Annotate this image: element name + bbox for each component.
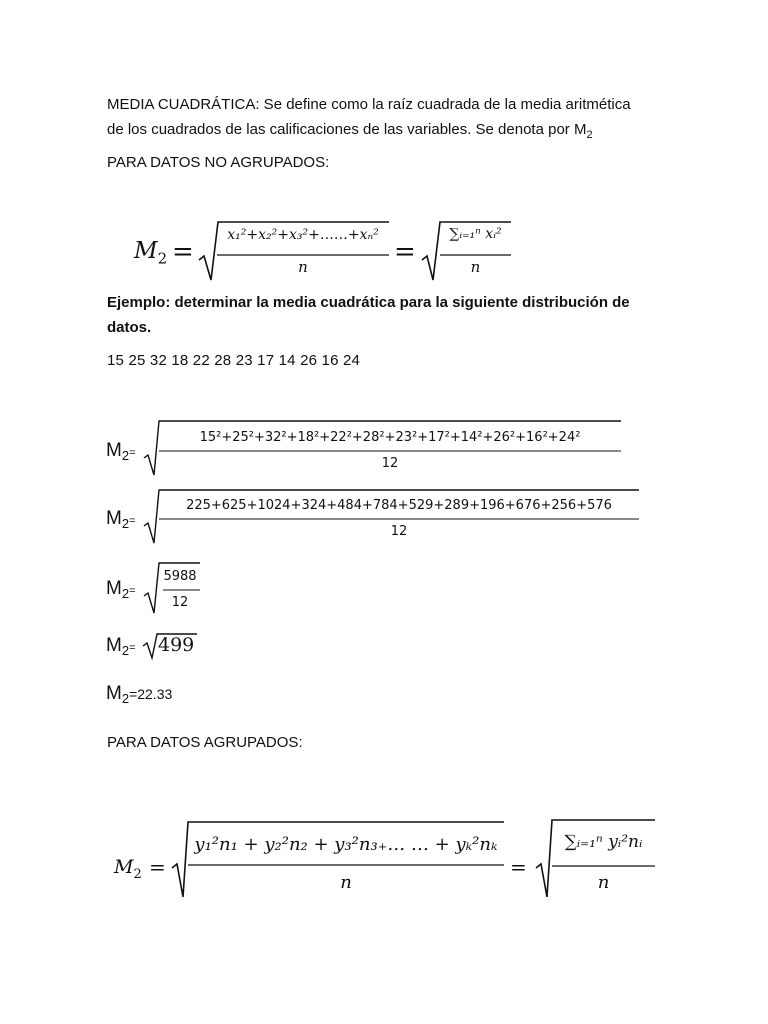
formula-ungrouped-eq2: = (394, 237, 416, 267)
label-m: M (106, 440, 122, 461)
intro-line-2-text: de los cuadrados de las calificaciones de las variables. Se denota por M (107, 121, 587, 138)
heading-grouped: PARA DATOS AGRUPADOS: (107, 734, 303, 751)
step1-numerator: 15²+25²+32²+18²+22²+28²+23²+17²+14²+26²+16²+24² (199, 430, 581, 445)
lhs-sub: 2 (133, 866, 142, 882)
label-sub: 2 (121, 643, 130, 658)
formula-ungrouped-denominator: n (298, 258, 308, 276)
heading-ungrouped: PARA DATOS NO AGRUPADOS: (107, 154, 330, 171)
step4-radicand: 499 (158, 634, 195, 656)
lhs-m: M (134, 238, 158, 264)
label-sub: 2 (121, 691, 130, 706)
step2-numerator: 225+625+1024+324+484+784+529+289+196+676+256+576 (186, 498, 612, 513)
formula-grouped-denominator: n (340, 872, 352, 893)
result-value: =22.33 (129, 686, 173, 702)
example-line-2: datos. (107, 319, 152, 336)
label-eq: = (129, 447, 136, 459)
label-sub: 2 (121, 448, 130, 463)
formula-grouped-rhs-numerator: ∑ᵢ₌₁ⁿ yᵢ²nᵢ (564, 832, 643, 852)
formula-ungrouped-rhs-numerator: ∑ᵢ₌₁ⁿ xᵢ² (449, 226, 502, 242)
label-m: M (106, 508, 122, 529)
label-m: M (106, 683, 122, 704)
step2-denominator: 12 (390, 524, 408, 539)
label-m: M (106, 578, 122, 599)
label-eq: = (129, 585, 136, 597)
intro-line-2-sub: 2 (586, 129, 593, 141)
step3-denominator: 12 (171, 595, 189, 610)
formula-ungrouped-rhs-denominator: n (470, 258, 481, 276)
label-m: M (106, 635, 122, 656)
lhs-m: M (114, 856, 134, 878)
step3-numerator: 5988 (163, 569, 197, 584)
lhs-sub: 2 (157, 249, 168, 268)
formula-grouped-eq2: = (510, 855, 527, 879)
label-sub: 2 (121, 586, 130, 601)
formula-ungrouped-numerator: x₁²+x₂²+x₃²+……+xₙ² (227, 227, 379, 243)
formula-grouped-numerator: y₁²n₁ + y₂²n₂ + y₃²n₃₊… … + yₖ²nₖ (194, 834, 498, 855)
label-eq: = (129, 642, 136, 654)
formula-grouped-eq1: = (149, 855, 166, 879)
formula-grouped-rhs-denominator: n (597, 872, 610, 893)
formula-ungrouped-eq1: = (172, 237, 194, 267)
label-sub: 2 (121, 516, 130, 531)
example-data: 15 25 32 18 22 28 23 17 14 26 16 24 (107, 352, 361, 369)
intro-line-1: MEDIA CUADRÁTICA: Se define como la raíz cuadrada de la media aritmética (107, 96, 631, 113)
label-eq: = (129, 515, 136, 527)
step1-denominator: 12 (381, 456, 399, 471)
example-line-1: Ejemplo: determinar la media cuadrática para la siguiente distribución de (107, 294, 630, 311)
